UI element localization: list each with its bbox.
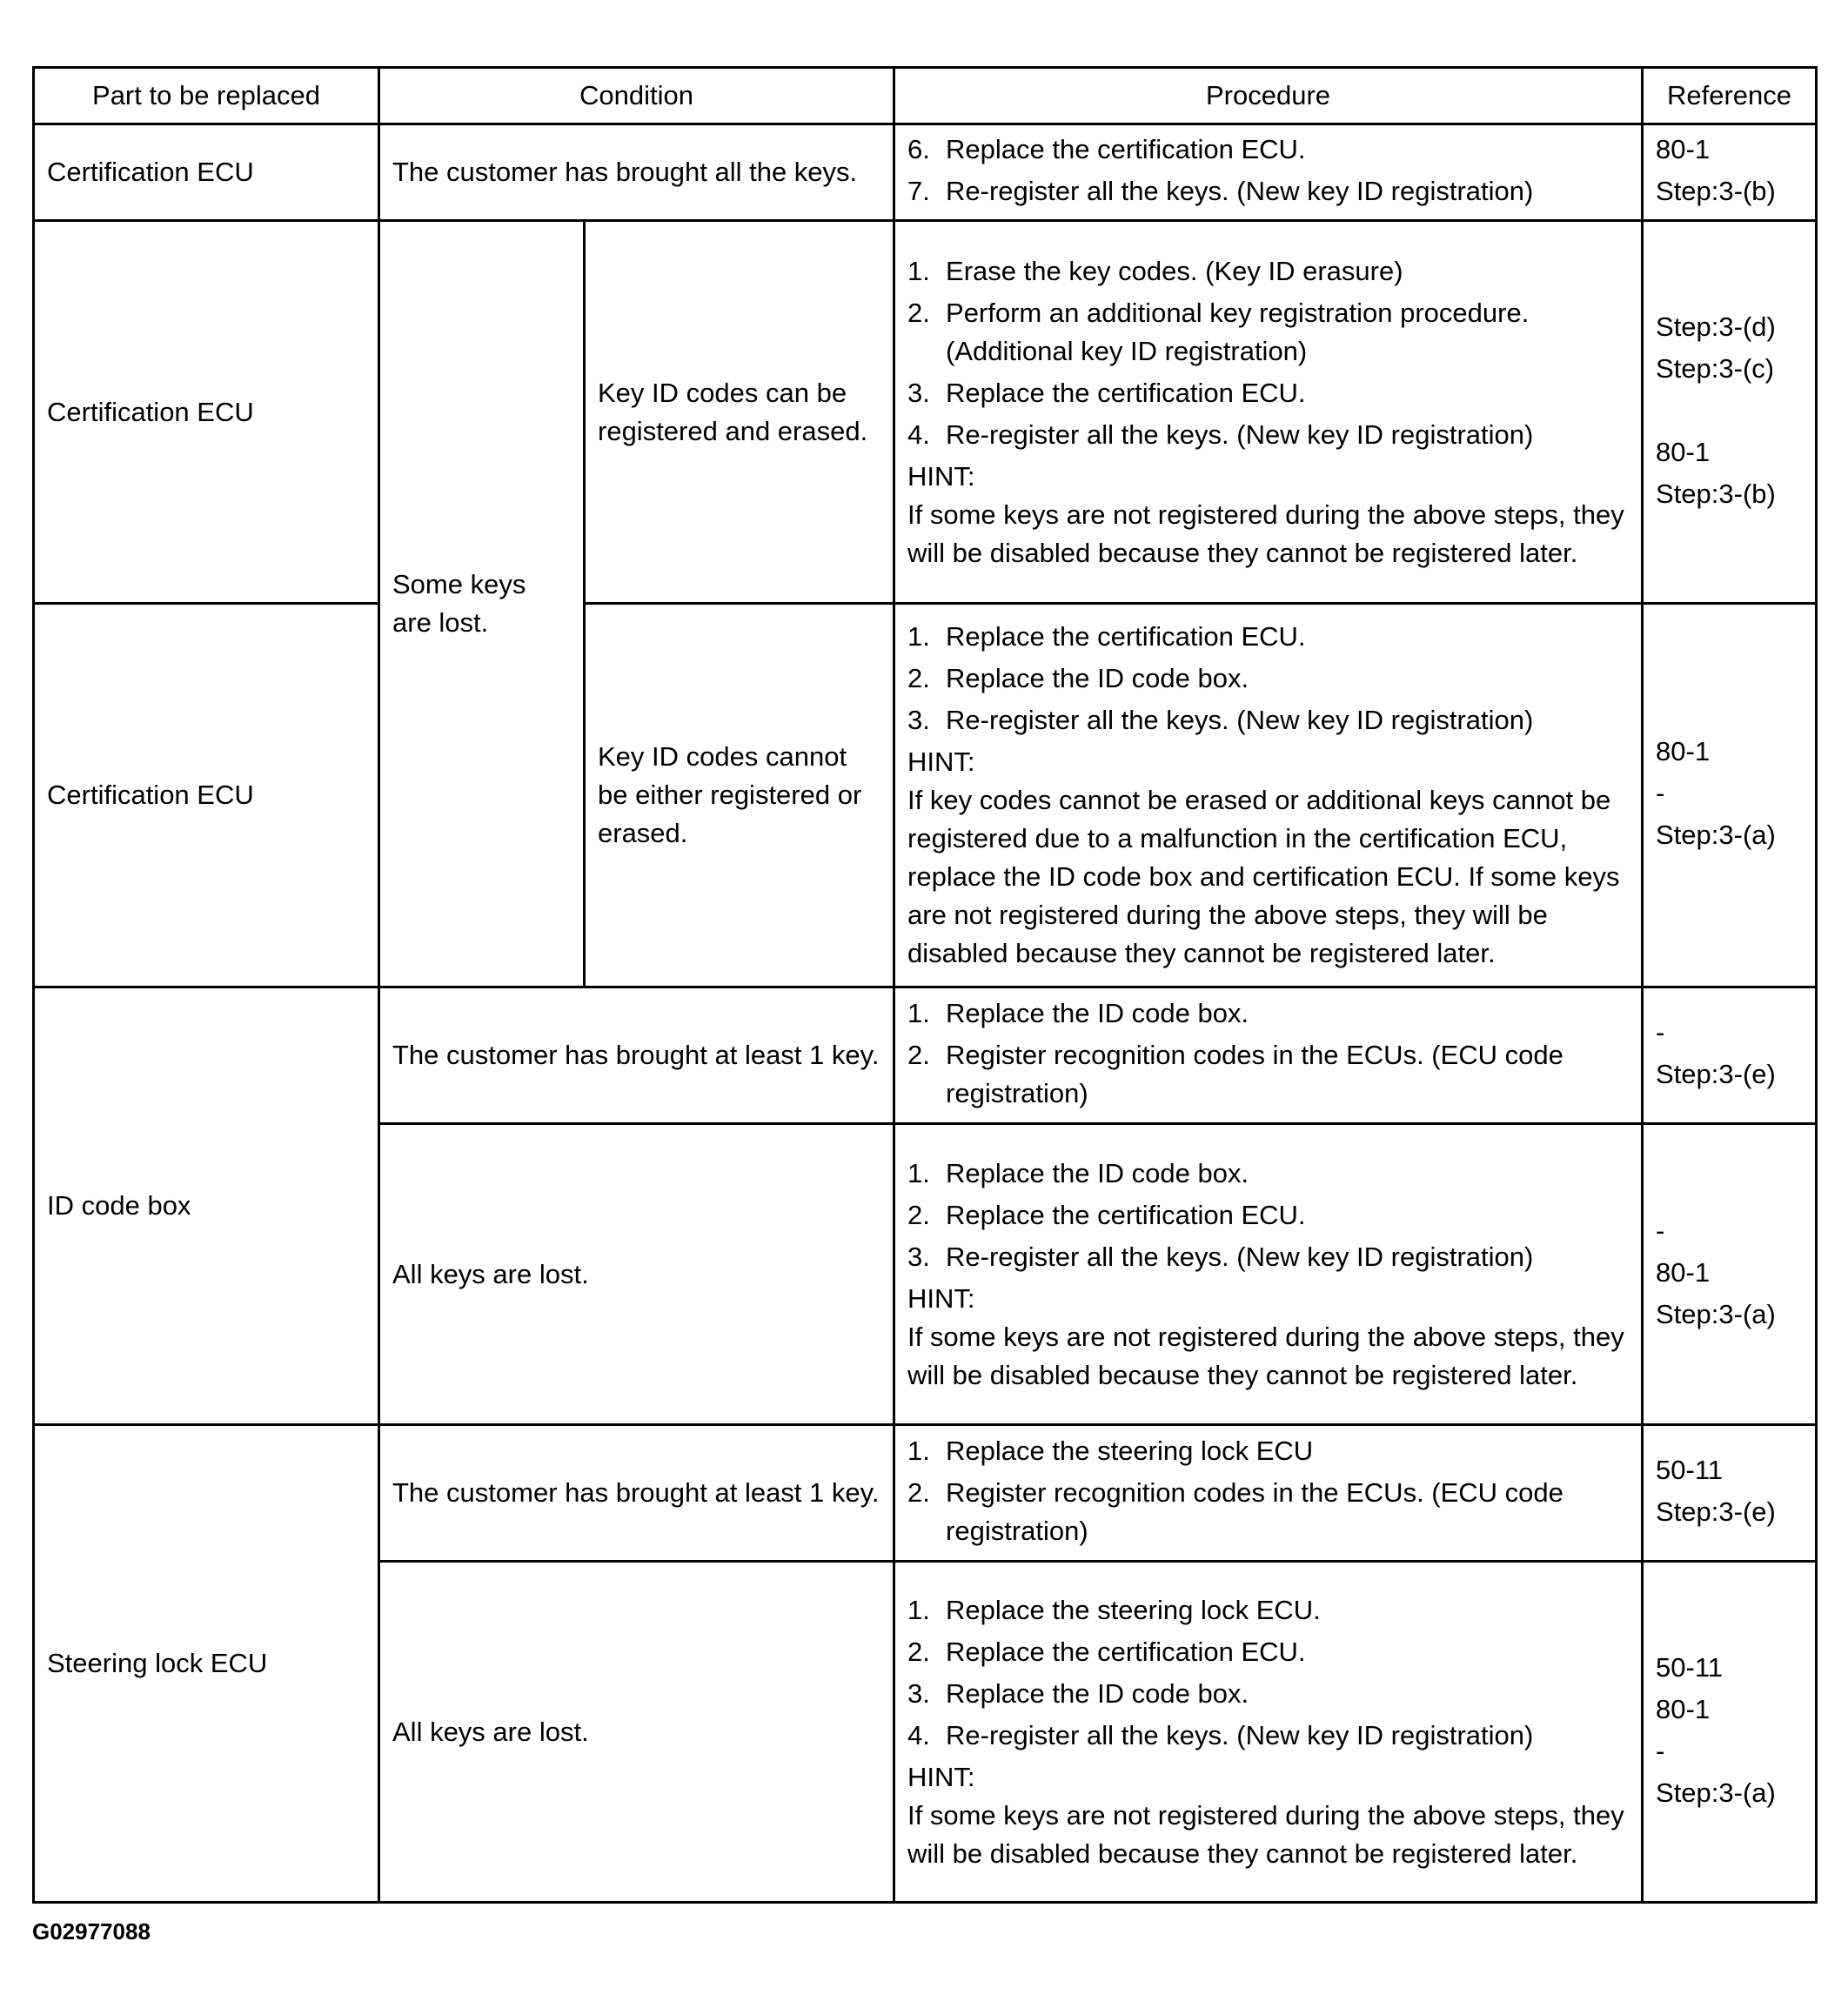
step-text: Replace the steering lock ECU <box>946 1436 1314 1466</box>
procedure-step <box>907 1238 1629 1276</box>
procedure-step <box>907 416 1629 454</box>
procedure-step <box>907 1717 1629 1755</box>
step-number: 2. <box>907 663 930 693</box>
document-page <box>32 66 1815 1904</box>
step-number: 1. <box>907 1594 930 1625</box>
step-text: Replace the steering lock ECU. <box>946 1594 1321 1625</box>
reference-cell <box>1643 604 1817 987</box>
procedure-cell <box>894 221 1643 604</box>
hint-label: HINT: <box>907 1282 975 1314</box>
reference-line: 80-1 <box>1656 1693 1711 1724</box>
procedure-cell <box>894 604 1643 987</box>
hint-label: HINT: <box>907 746 975 777</box>
procedure-step <box>907 131 1629 169</box>
reference-line: Step:3-(e) <box>1656 1496 1776 1527</box>
hint-label: HINT: <box>907 460 975 492</box>
reference-line: Step:3-(e) <box>1656 1059 1776 1089</box>
table-row <box>34 604 1817 987</box>
procedure-step <box>907 1474 1629 1550</box>
procedure-steps <box>907 618 1629 740</box>
procedure-step <box>907 701 1629 740</box>
step-text: Replace the ID code box. <box>946 663 1249 693</box>
procedure-steps <box>907 1432 1629 1550</box>
step-number: 1. <box>907 1436 930 1466</box>
step-text: Re-register all the keys. (New key ID registration) <box>946 705 1534 735</box>
procedure-step <box>907 1675 1629 1713</box>
procedure-steps <box>907 1155 1629 1276</box>
step-number: 2. <box>907 1199 930 1230</box>
procedure-cell <box>894 124 1643 221</box>
reference-cell <box>1643 1425 1817 1562</box>
reference-line: Step:3-(c) <box>1656 352 1775 384</box>
procedure-step <box>907 994 1629 1033</box>
procedure-step <box>907 618 1629 656</box>
reference-cell <box>1643 221 1817 604</box>
procedure-step <box>907 659 1629 698</box>
procedure-cell <box>894 1562 1643 1903</box>
procedure-step <box>907 1036 1629 1113</box>
condition-cell: All keys are lost. <box>379 1124 894 1425</box>
step-number: 2. <box>907 1477 930 1508</box>
condition-cell: Key ID codes can be registered and erased. <box>585 221 894 604</box>
step-number: 7. <box>907 176 930 206</box>
condition-cell: Key ID codes cannot be either registered or erased. <box>585 604 894 987</box>
procedure-step <box>907 172 1629 211</box>
procedure-step <box>907 1196 1629 1235</box>
reference-cell <box>1643 987 1817 1124</box>
procedure-step <box>907 1432 1629 1470</box>
part-cell: Certification ECU <box>34 221 379 604</box>
step-number: 3. <box>907 377 930 408</box>
hint-text: If some keys are not registered during the above steps, they will be disabled because they cannot be registered later. <box>907 1321 1624 1390</box>
step-text: Re-register all the keys. (New key ID registration) <box>946 176 1534 206</box>
reference-cell <box>1643 124 1817 221</box>
part-cell: Certification ECU <box>34 604 379 987</box>
step-text: Replace the certification ECU. <box>946 621 1306 652</box>
step-text: Replace the ID code box. <box>946 1157 1249 1188</box>
reference-line: 80-1 <box>1656 1256 1711 1288</box>
figure-code: G02977088 <box>32 1918 151 1944</box>
reference-line: - <box>1656 1735 1665 1766</box>
hint-label: HINT: <box>907 1761 975 1792</box>
reference-line: Step:3-(a) <box>1656 820 1776 850</box>
step-text: Perform an additional key registration procedure. (Additional key ID registration) <box>946 297 1530 366</box>
reference-line: Step:3-(a) <box>1656 1298 1776 1329</box>
step-text: Re-register all the keys. (New key ID registration) <box>946 418 1534 450</box>
step-text: Re-register all the keys. (New key ID registration) <box>946 1719 1534 1750</box>
header-reference: Reference <box>1643 68 1817 124</box>
procedure-step <box>907 374 1629 412</box>
reference-line: Step:3-(a) <box>1656 1777 1776 1808</box>
condition-cell: The customer has brought all the keys. <box>379 124 894 221</box>
procedure-steps <box>907 994 1629 1113</box>
procedure-step <box>907 294 1629 371</box>
procedure-cell <box>894 987 1643 1124</box>
step-text: Replace the certification ECU. <box>946 1199 1306 1230</box>
procedure-steps <box>907 252 1629 454</box>
step-number: 2. <box>907 297 930 328</box>
step-number: 1. <box>907 1157 930 1188</box>
step-text: Replace the certification ECU. <box>946 134 1306 164</box>
step-text: Replace the ID code box. <box>946 1677 1249 1709</box>
header-procedure: Procedure <box>894 68 1643 124</box>
part-cell: Steering lock ECU <box>34 1425 379 1903</box>
step-text: Replace the ID code box. <box>946 998 1249 1028</box>
reference-line: - <box>1656 1215 1665 1246</box>
step-number: 1. <box>907 255 930 286</box>
step-text: Register recognition codes in the ECUs. (ECU code registration) <box>946 1477 1563 1546</box>
header-part: Part to be replaced <box>34 68 379 124</box>
hint-text: If key codes cannot be erased or additional keys cannot be registered due to a malfunction in the certification ECU, replace the ID code box and certification ECU. If some keys are not registered during the above steps, they will be disabled because they cannot be registered later. <box>907 785 1620 968</box>
reference-line: 80-1 <box>1656 436 1711 467</box>
table-row <box>34 1425 1817 1562</box>
step-number: 6. <box>907 134 930 164</box>
part-cell: Certification ECU <box>34 124 379 221</box>
step-text: Replace the certification ECU. <box>946 1636 1306 1667</box>
step-text: Erase the key codes. (Key ID erasure) <box>946 255 1403 286</box>
procedure-cell <box>894 1425 1643 1562</box>
replacement-procedure-table <box>32 66 1818 1904</box>
procedure-step <box>907 252 1629 291</box>
reference-line: 50-11 <box>1656 1455 1724 1485</box>
reference-cell <box>1643 1124 1817 1425</box>
procedure-step <box>907 1591 1629 1630</box>
hint-text: If some keys are not registered during the above steps, they will be disabled because they cannot be registered later. <box>907 499 1624 568</box>
step-number: 4. <box>907 1719 930 1750</box>
condition-cell: All keys are lost. <box>379 1562 894 1903</box>
step-text: Re-register all the keys. (New key ID registration) <box>946 1241 1534 1272</box>
header-condition: Condition <box>379 68 894 124</box>
step-number: 1. <box>907 998 930 1028</box>
condition-group-cell: Some keys are lost. <box>379 221 585 987</box>
reference-line: - <box>1656 778 1665 808</box>
reference-line: 50-11 <box>1656 1651 1724 1683</box>
table-row <box>34 987 1817 1124</box>
reference-line: 80-1 <box>1656 736 1711 766</box>
step-number: 2. <box>907 1636 930 1667</box>
step-text: Replace the certification ECU. <box>946 377 1306 408</box>
step-number: 1. <box>907 621 930 652</box>
reference-line: Step:3-(d) <box>1656 311 1776 342</box>
procedure-steps <box>907 131 1629 211</box>
reference-line: Step:3-(b) <box>1656 478 1776 509</box>
reference-spacer <box>1656 392 1803 433</box>
step-number: 4. <box>907 418 930 450</box>
table-row <box>34 221 1817 604</box>
condition-cell: The customer has brought at least 1 key. <box>379 987 894 1124</box>
reference-line: - <box>1656 1017 1665 1048</box>
step-text: Register recognition codes in the ECUs. (ECU code registration) <box>946 1040 1563 1108</box>
part-cell: ID code box <box>34 987 379 1425</box>
condition-cell: The customer has brought at least 1 key. <box>379 1425 894 1562</box>
procedure-cell <box>894 1124 1643 1425</box>
procedure-steps <box>907 1591 1629 1755</box>
step-number: 3. <box>907 1677 930 1709</box>
step-number: 2. <box>907 1040 930 1070</box>
step-number: 3. <box>907 705 930 735</box>
table-header-row <box>34 68 1817 124</box>
procedure-step <box>907 1155 1629 1193</box>
reference-line: 80-1 <box>1656 134 1711 164</box>
procedure-step <box>907 1633 1629 1671</box>
step-number: 3. <box>907 1241 930 1272</box>
table-row <box>34 124 1817 221</box>
reference-line: Step:3-(b) <box>1656 176 1776 206</box>
hint-text: If some keys are not registered during the above steps, they will be disabled because they cannot be registered later. <box>907 1799 1624 1869</box>
reference-cell <box>1643 1562 1817 1903</box>
